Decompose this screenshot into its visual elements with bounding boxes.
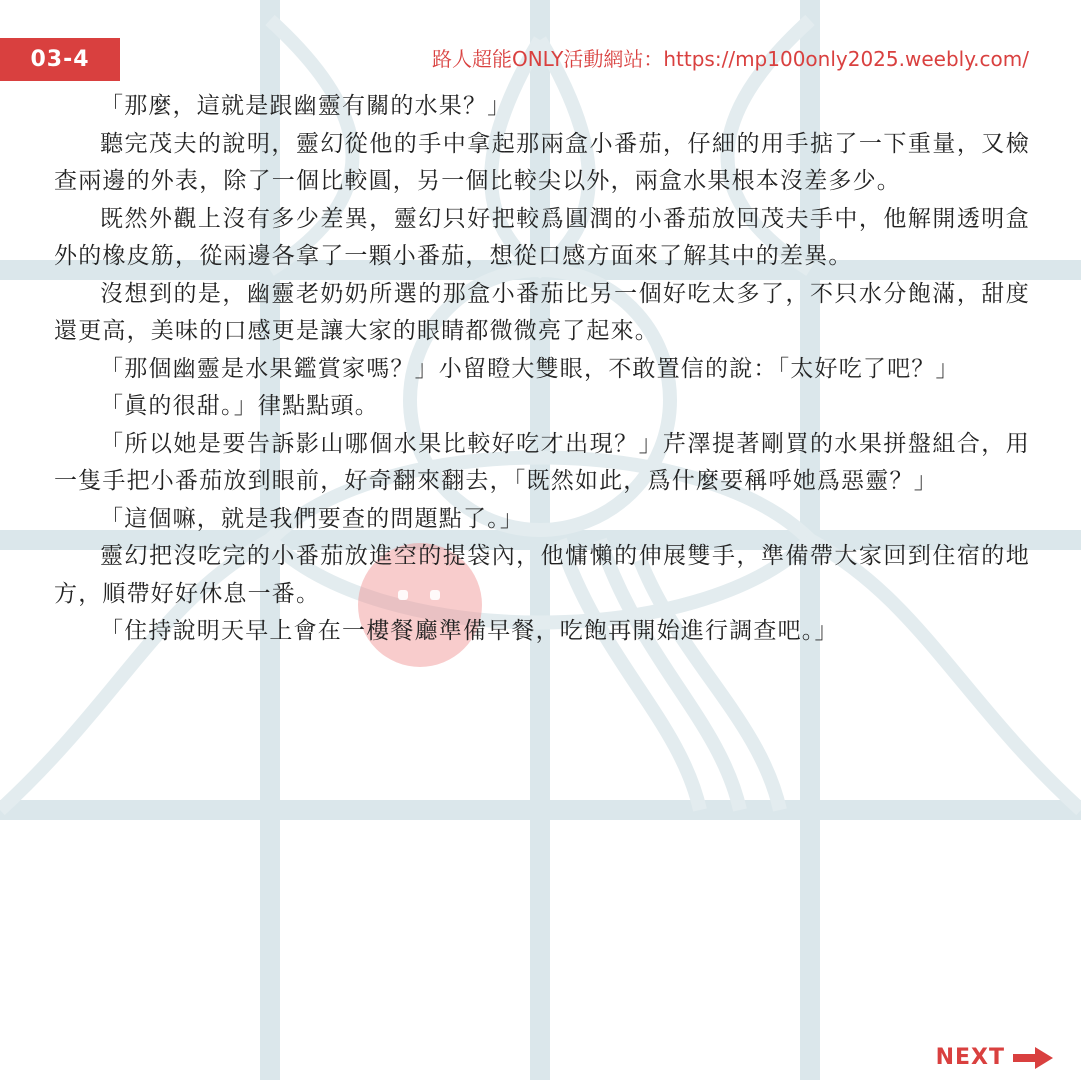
- paragraph: 「那個幽靈是水果鑑賞家嗎？」小留瞪大雙眼，不敢置信的說：「太好吃了吧？」: [100, 355, 960, 382]
- next-label: NEXT: [935, 1045, 1005, 1070]
- paragraph: 「那麼，這就是跟幽靈有關的水果？」: [100, 93, 512, 119]
- story-text: [54, 88, 1030, 651]
- paragraph: 「住持說明天早上會在一樓餐廳準備早餐，吃飽再開始進行調查吧。」: [100, 618, 839, 644]
- arrow-right-icon: [1013, 1047, 1053, 1069]
- paragraph: 沒想到的是，幽靈老奶奶所選的那盒小番茄比另一個好吃太多了，不只水分飽滿，甜度還更高，美味的口感更是讓大家的眼睛都微微亮了起來。: [54, 280, 1030, 344]
- paragraph: 「眞的很甜。」律點點頭。: [100, 393, 379, 419]
- paragraph: 聽完茂夫的說明，靈幻從他的手中拿起那兩盒小番茄，仔細的用手掂了一下重量，又檢查兩邊的外表，除了一個比較圓，另一個比較尖以外，兩盒水果根本沒差多少。: [54, 130, 1030, 194]
- paragraph: 既然外觀上沒有多少差異，靈幻只好把較爲圓潤的小番茄放回茂夫手中，他解開透明盒外的橡皮筋，從兩邊各拿了一顆小番茄，想從口感方面來了解其中的差異。: [54, 205, 1030, 269]
- paragraph: 靈幻把沒吃完的小番茄放進空的提袋內，他慵懶的伸展雙手，準備帶大家回到住宿的地方，順帶好好休息一番。: [54, 543, 1030, 607]
- event-website-link[interactable]: 路人超能ONLY活動網站：https://mp100only2025.weebly.com/: [431, 47, 1029, 71]
- paragraph: 「這個嘛，就是我們要查的問題點了。」: [100, 505, 525, 532]
- paragraph: 「所以她是要告訴影山哪個水果比較好吃才出現？」芹澤提著剛買的水果拼盤組合，用一隻手把小番茄放到眼前，好奇翻來翻去，「既然如此，爲什麼要稱呼她爲惡靈？」: [54, 430, 1030, 494]
- next-button[interactable]: [936, 1045, 1053, 1070]
- page-number-badge: 03-4: [0, 38, 120, 81]
